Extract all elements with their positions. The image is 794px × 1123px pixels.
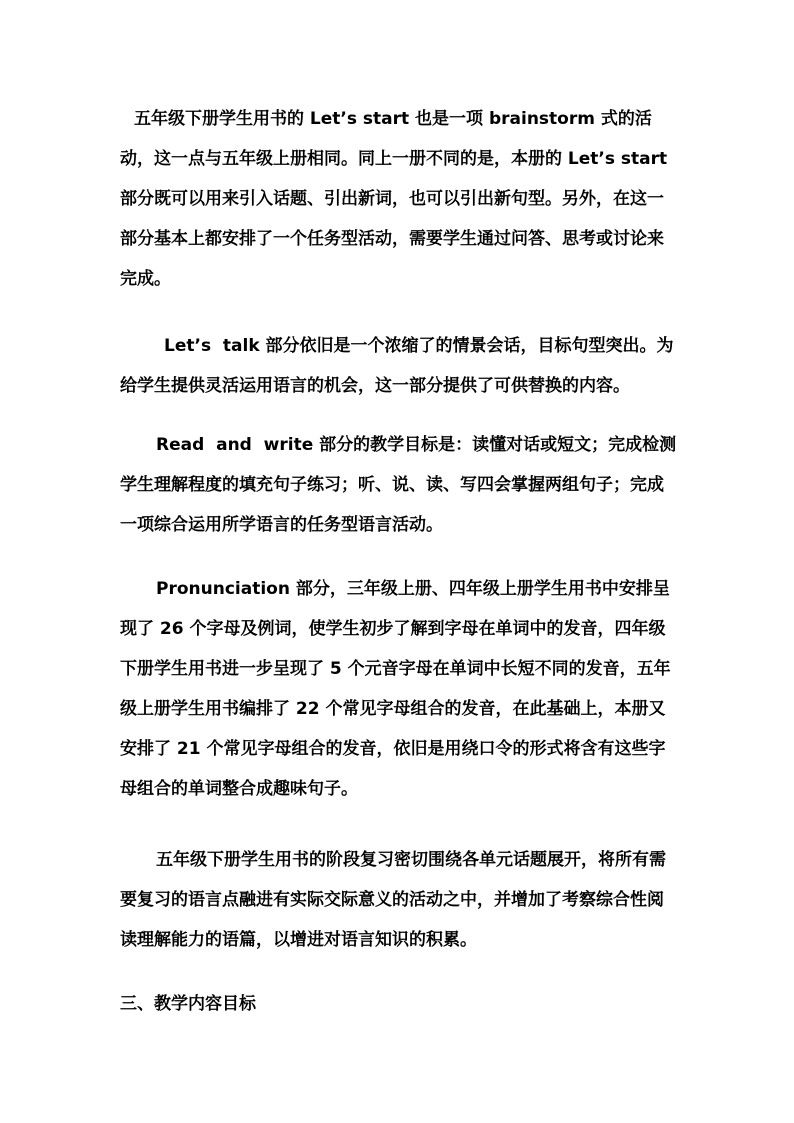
section-heading: 三、教学内容目标	[120, 994, 256, 1014]
paragraph-read-and-write: Read and write 部分的教学目标是：读懂对话或短文；完成检测学生理解程度的填充句子练习；听、说、读、写四会掌握两组句子；完成一项综合运用所学语言的任务型语言活动。	[120, 435, 677, 535]
paragraph-pronunciation: Pronunciation 部分，三年级上册、四年级上册学生用书中安排呈现了 26 个字母及例词，使学生初步了解到字母在单词中的发音，四年级下册学生用书进一步呈现了 5 个元音字母在单词中长短不同的发音，五年级上册学生用书编排了 22 个常见字母组合的发音，在此基础上，本册又安排了 21 个常见字母组合的发音，依旧是用绕口令的形式将含有这些字母组合的单词整合成趣味句子。	[120, 579, 671, 799]
paragraph-lets-talk: Let’s talk 部分依旧是一个浓缩了的情景会话，目标句型突出。为给学生提供灵活运用语言的机会，这一部分提供了可供替换的内容。	[120, 336, 674, 396]
paragraph-review: 五年级下册学生用书的阶段复习密切围绕各单元话题展开，将所有需要复习的语言点融进有实际交际意义的活动之中，并增加了考察综合性阅读理解能力的语篇，以增进对语言知识的积累。	[120, 850, 666, 950]
paragraph-lets-start: 五年级下册学生用书的 Let’s start 也是一项 brainstorm 式的活动，这一点与五年级上册相同。同上一册不同的是，本册的 Let’s start 部分既可以用来引入话题、引出新词，也可以引出新句型。另外，在这一部分基本上都安排了一个任务型活动，需要学生通过问答、思考或讨论来完成。	[120, 109, 674, 289]
